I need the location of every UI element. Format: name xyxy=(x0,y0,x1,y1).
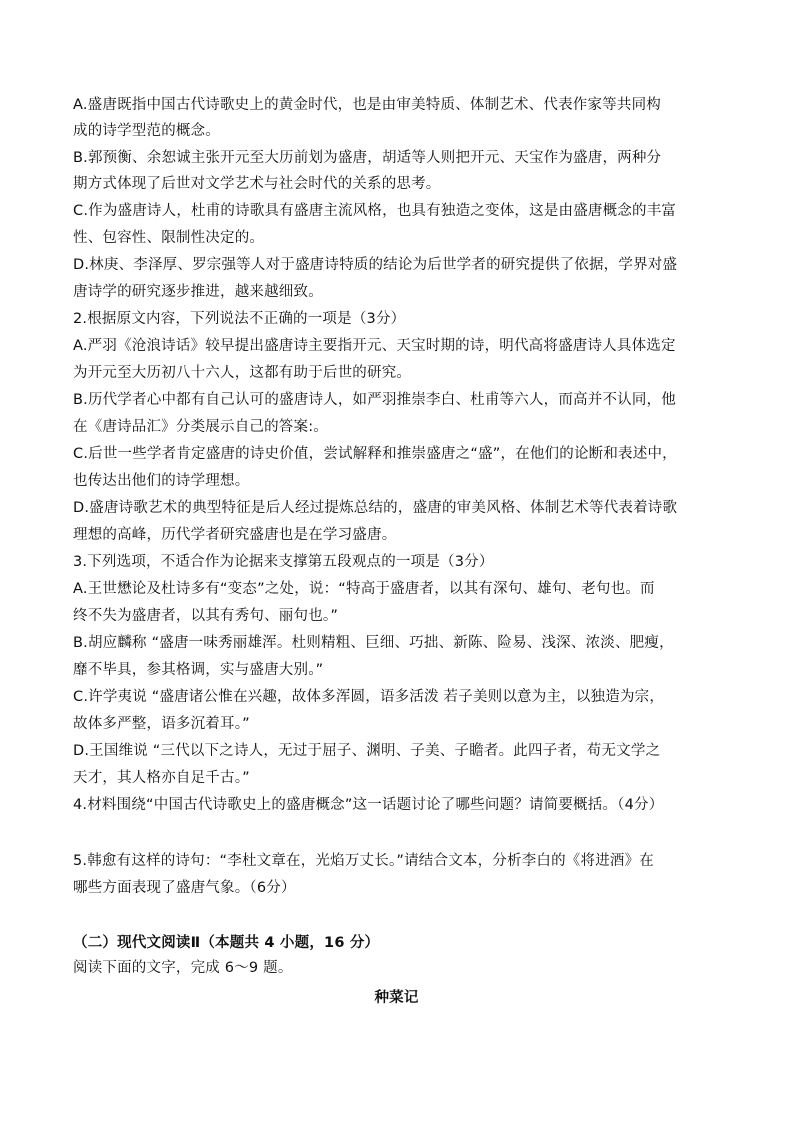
option-2d-line-2: 理想的高峰，历代学者研究盛唐也是在学习盛唐。 xyxy=(73,527,397,543)
option-3d-line-1: D.王国维说 “三代以下之诗人，无过于屈子、渊明、子美、子瞻者。此四子者，苟无文学之 xyxy=(73,743,661,759)
question-3-stem: 3.下列选项，不适合作为论据来支撑第五段观点的一项是（3分） xyxy=(73,554,494,570)
question-5-line-2: 哪些方面表现了盛唐气象。（6分） xyxy=(73,880,296,896)
option-3d-line-2: 天才，其人格亦自足千古。” xyxy=(73,770,250,786)
option-2a-line-1: A.严羽《沧浪诗话》较早提出盛唐诗主要指开元、天宝时期的诗，明代高将盛唐诗人具体选定 xyxy=(73,338,676,354)
question-5-line-1: 5.韩愈有这样的诗句：“李杜文章在，光焰万丈长。”请结合文本，分析李白的《将进酒》在 xyxy=(73,853,655,869)
option-2b-line-2: 在《唐诗品汇》分类展示自己的答案:。 xyxy=(73,419,328,435)
option-2b-line-1: B.历代学者心中都有自己认可的盛唐诗人，如严羽推崇李白、杜甫等六人，而高并不认同，他 xyxy=(73,392,676,408)
article-title: 种菜记 xyxy=(374,990,419,1006)
option-3c-line-2: 故体多严整，语多沉着耳。” xyxy=(73,716,250,732)
option-1b-line-1: B.郭预衡、余恕诚主张开元至大历前划为盛唐，胡适等人则把开元、天宝作为盛唐，两种分 xyxy=(73,150,662,166)
option-3c-line-1: C.许学夷说 “盛唐诸公惟在兴趣，故体多浑圆，语多活泼 若子美则以意为主，以独造为宗， xyxy=(73,689,665,705)
option-1a-line-1: A.盛唐既指中国古代诗歌史上的黄金时代，也是由审美特质、体制艺术、代表作家等共同构 xyxy=(73,97,661,113)
option-1c-line-1: C.作为盛唐诗人，杜甫的诗歌具有盛唐主流风格，也具有独造之变体，这是由盛唐概念的丰富 xyxy=(73,203,677,219)
option-2d-line-1: D.盛唐诗歌艺术的典型特征是后人经过提炼总结的，盛唐的审美风格、体制艺术等代表着诗歌 xyxy=(73,500,678,516)
option-2c-line-1: C.后世一些学者肯定盛唐的诗史价值，尝试解释和推崇盛唐之“盛”，在他们的论断和表述中， xyxy=(73,446,677,462)
question-2-stem: 2.根据原文内容，下列说法不正确的一项是（3分） xyxy=(73,311,406,327)
option-3b-line-1: B.胡应麟称 “盛唐一味秀丽雄浑。杜则精粗、巨细、巧拙、新陈、险易、浅深、浓淡、肥瘦， xyxy=(73,635,674,651)
option-2a-line-2: 为开元至大历初八十六人，这都有助于后世的研究。 xyxy=(73,365,412,381)
question-4-stem: 4.材料围绕“中国古代诗歌史上的盛唐概念”这一话题讨论了哪些问题？请简要概括。（4分） xyxy=(73,797,664,813)
option-2c-line-2: 也传达出他们的诗学理想。 xyxy=(73,473,250,489)
option-1a-line-2: 成的诗学型范的概念。 xyxy=(73,123,220,139)
reading-instruction: 阅读下面的文字，完成 6～9 题。 xyxy=(73,960,293,976)
option-3a-line-2: 终不失为盛唐者，以其有秀句、丽句也。” xyxy=(73,608,339,624)
option-1b-line-2: 期方式体现了后世对文学艺术与社会时代的关系的思考。 xyxy=(73,176,441,192)
option-3a-line-1: A.王世懋论及杜诗多有“变态”之处，说：“特高于盛唐者，以其有深句、雄句、老句也。而 xyxy=(73,581,655,597)
section-heading: （二）现代文阅读Ⅱ（本题共 4 小题，16 分） xyxy=(73,935,380,951)
option-3b-line-2: 靡不毕具，参其格调，实与盛唐大别。” xyxy=(73,662,324,678)
option-1d-line-1: D.林庚、李泽厚、罗宗强等人对于盛唐诗特质的结论为后世学者的研究提供了依据，学界对盛 xyxy=(73,257,678,273)
option-1c-line-2: 性、包容性、限制性决定的。 xyxy=(73,230,265,246)
option-1d-line-2: 唐诗学的研究逐步推进，越来越细致。 xyxy=(73,284,323,300)
